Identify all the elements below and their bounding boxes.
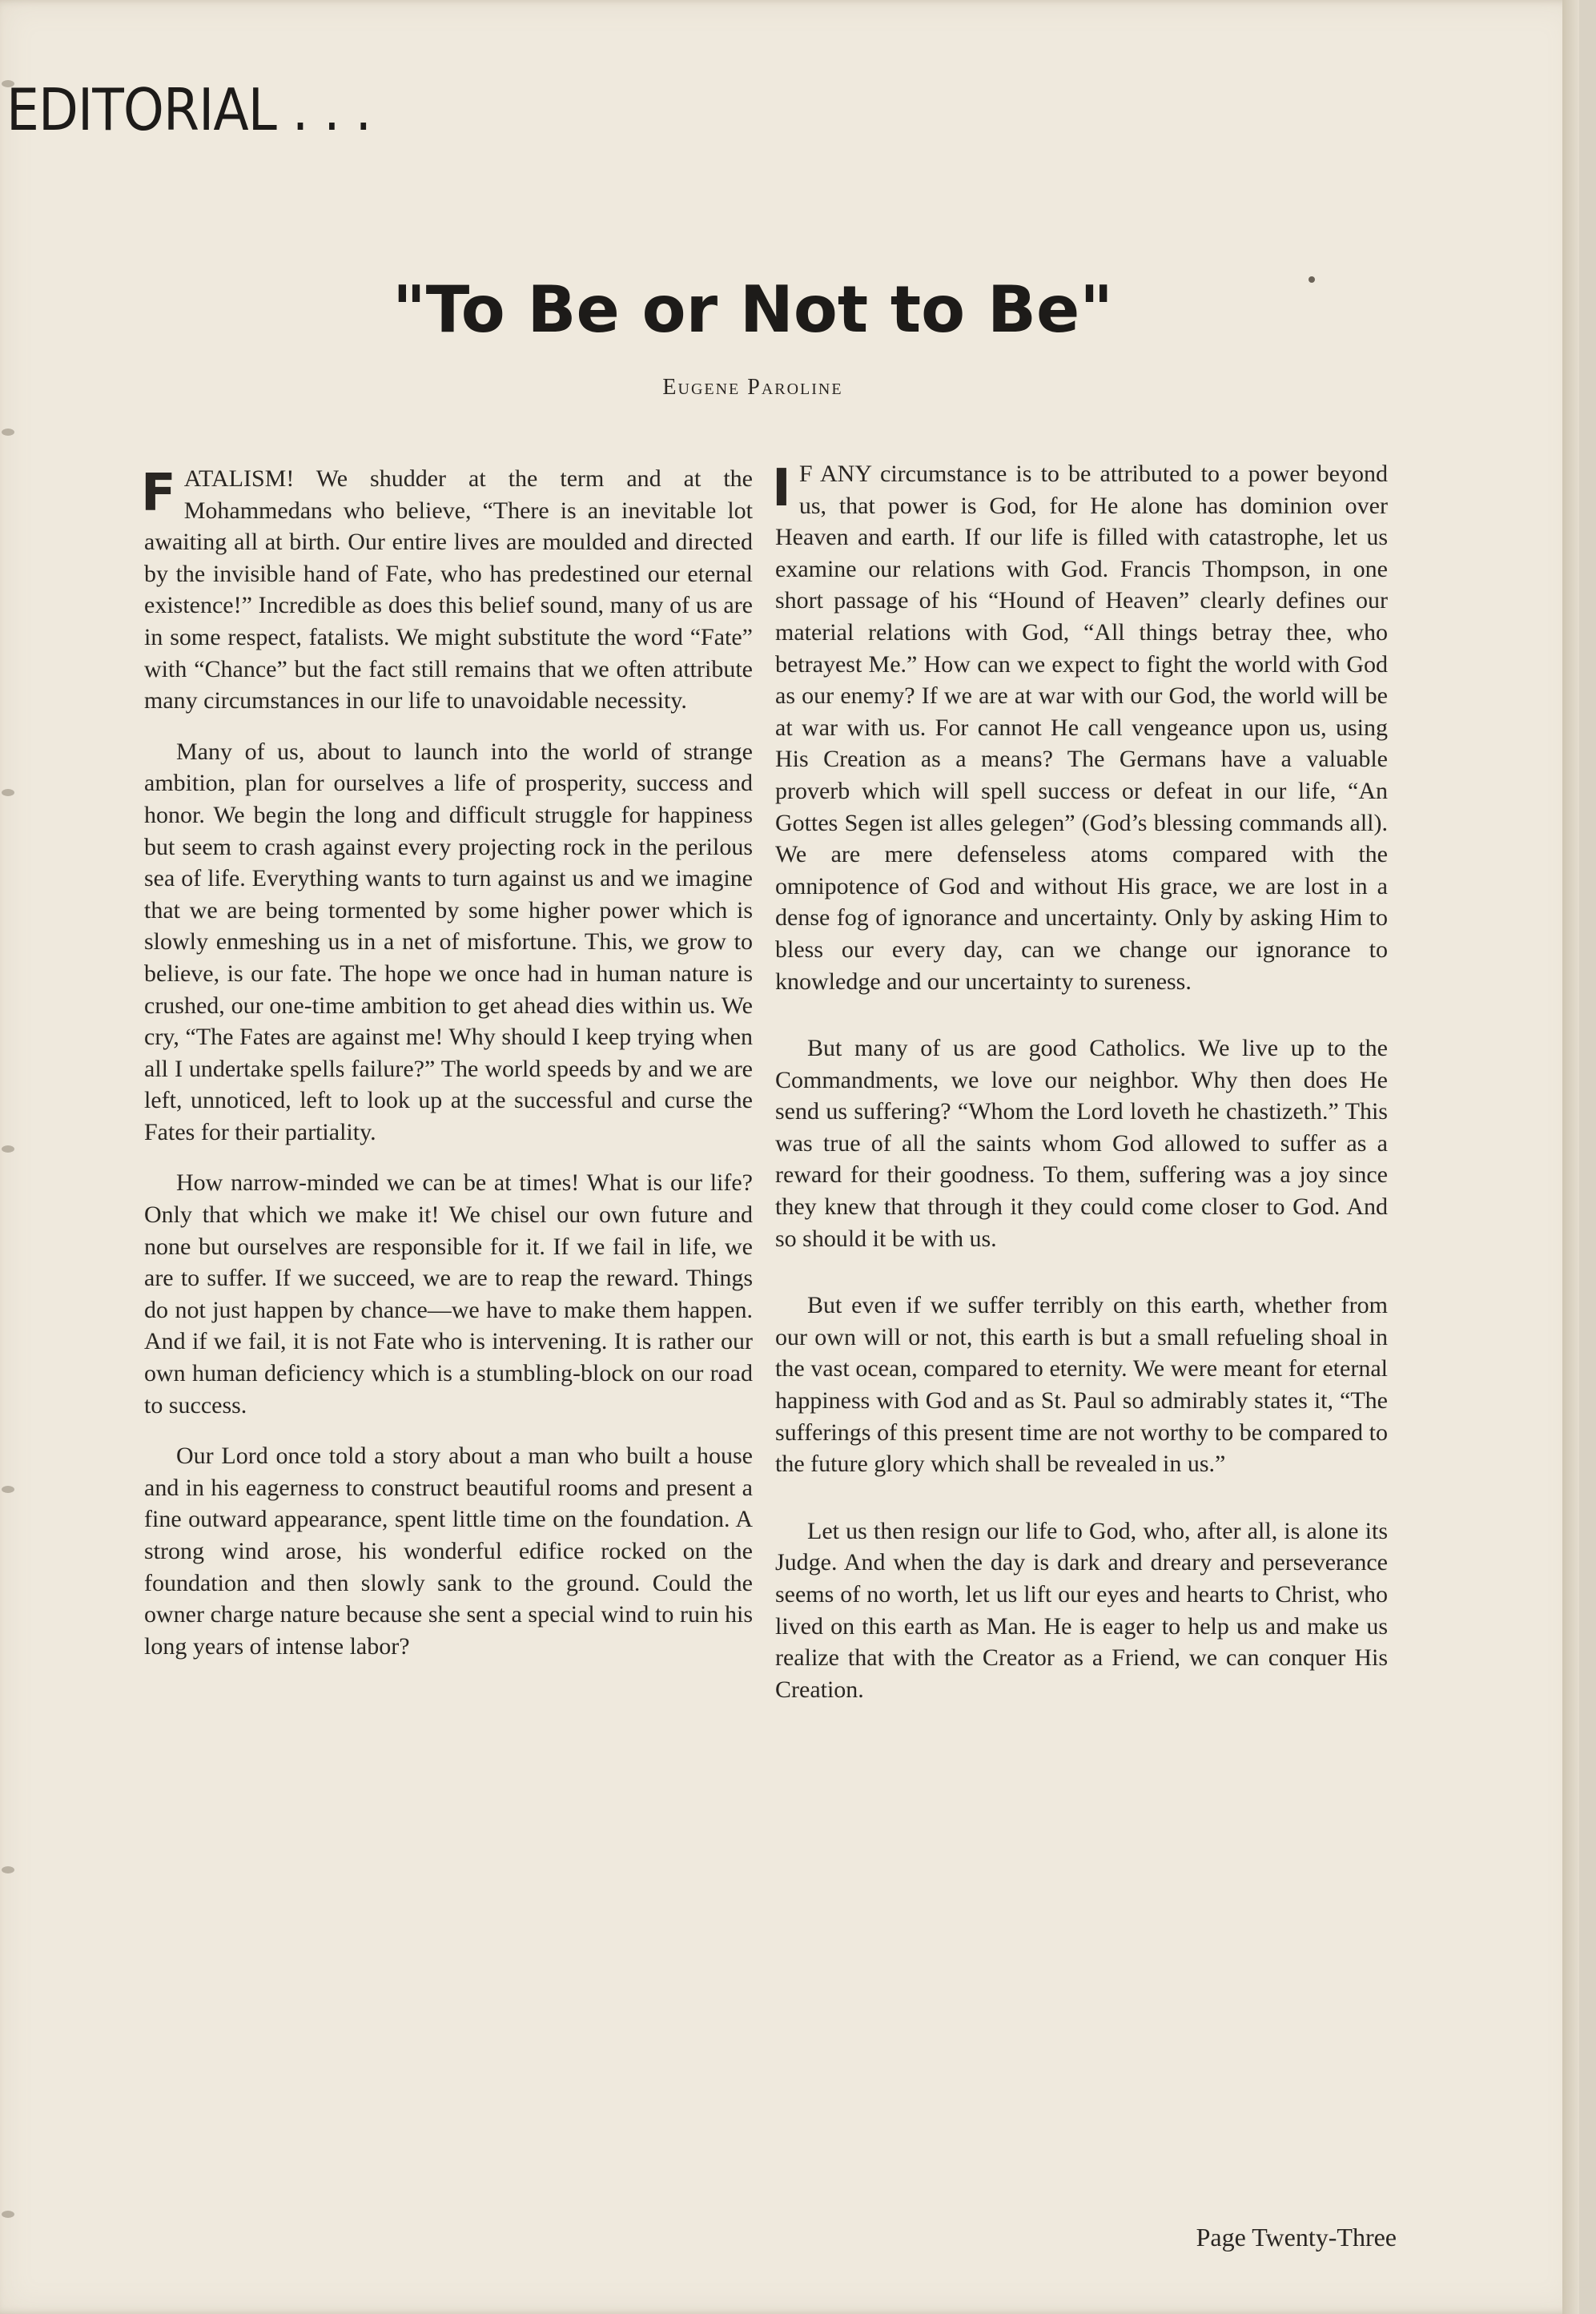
article-title: "To Be or Not to Be" [392,272,1113,347]
binding-hole-mark [2,429,14,436]
paragraph-text: F ANY circumstance is to be attributed to a power beyond us, that power is God, for He alone has dominion over Heaven and earth. If our life is filled with catastrophe, let us examine our relations with God. Francis Thompson, in one short passage of his “Hound of Heaven” clearly defines our material relations with God, “All things betray thee, who betrayest Me.” How can we expect to fight the world with God as our enemy? If we are at war with our God, the world will be at war with us. For cannot He call vengeance upon us, using His Creation as a means? The Germans have a valuable proverb which will spell success or defeat in our life, “An Gottes Segen ist alles gelegen” (God’s blessing commands all). We are mere defenseless atoms compared with the omnipotence of God and without His grace, we are lost in a dense fog of ignorance and uncertainty. Only by asking Him to bless our every day, can we change our ignorance to knowledge and our uncertainty to sureness. [775,461,1388,995]
paragraph-text: ATALISM! We shudder at the term and at the Mohammedans who believe, “There is an inevitable lot awaiting all at birth. Our entire lives are moulded and directed by the invisible hand of Fate, who has predestined our eternal existence!” Incredible as does this belief sound, many of us are in some respect, fatalists. We might substitute the word “Fate” with “Chance” but the fact still remains that we often attribute many circumstances in our life to unavoidable necessity. [144,465,753,714]
page-edge [1562,0,1579,2314]
drop-cap: F [141,464,176,523]
paragraph [772,458,1388,997]
binding-hole-mark [2,1866,14,1873]
paragraph: But even if we suffer terribly on this earth, whether from our own will or not, this earth is but a small refueling shoal in the vast ocean, compared to eternity. We were meant for eternal happiness with God and as St. Paul so admirably states it, “The sufferings of this present time are not worthy to be compared to the future glory which shall be revealed in us.” [775,1292,1388,1478]
binding-hole-mark [2,1145,14,1153]
drop-cap: I [772,459,791,518]
article-byline: Eugene Paroline [662,375,843,400]
paragraph: How narrow-minded we can be at times! What is our life? Only that which we make it! We chisel our own future and none but ourselves are responsible for it. If we fail in life, we are to suffer. If we succeed, we are to reap the reward. Things do not just happen by chance—we have to make them happen. And if we fail, it is not Fate who is intervening. It is rather our own human deficiency which is a stumbling-block on our road to success. [144,1169,753,1419]
paragraph [141,463,753,717]
page-number: Page Twenty-Three [1196,2223,1397,2252]
paragraph: Let us then resign our life to God, who, after all, is alone its Judge. And when the day is dark and dreary and perseverance seems of no worth, let us lift our eyes and hearts to Christ, who lived on this earth as Man. He is eager to help us and make us realize that with the Creator as a Friend, we can conquer His Creation. [775,1517,1388,1703]
binding-hole-mark [2,1486,14,1493]
left-column [141,463,753,1662]
binding-hole-mark [2,789,14,796]
paragraph: Many of us, about to launch into the world of strange ambition, plan for ourselves a life of prosperity, success and honor. We begin the long and difficult struggle for happiness but seem to crash against every projecting rock in the perilous sea of life. Everything wants to turn against us and we imagine that we are being tormented by some higher power which is slowly enmeshing us in a net of misfortune. This, we grow to believe, is our fate. The hope we once had in human nature is crushed, our one-time ambition to get ahead dies within us. We cry, “The Fates are against me! Why should I keep trying when all I undertake spells failure?” The world speeds by and we are left, unnoticed, left to look up at the successful and curse the Fates for their partiality. [144,738,753,1145]
paragraph: Our Lord once told a story about a man who built a house and in his eagerness to construct beautiful rooms and present a fine outward appearance, spent little time on the foundation. A strong wind arose, his wonderful edifice rocked on the foundation and then slowly sank to the ground. Could the owner charge nature because she sent a special wind to ruin his long years of intense labor? [144,1443,753,1660]
binding-hole-mark [2,2211,14,2218]
section-label: EDITORIAL . . . [6,76,372,143]
right-column [772,458,1388,1705]
paragraph: But many of us are good Catholics. We live up to the Commandments, we love our neighbor. Why then does He send us suffering? “Whom the Lord loveth he chastizeth.” This was true of all the saints whom God allowed to suffer as a reward for their goodness. To them, suffering was a joy since they knew that through it they could come closer to God. And so should it be with us. [775,1035,1388,1252]
